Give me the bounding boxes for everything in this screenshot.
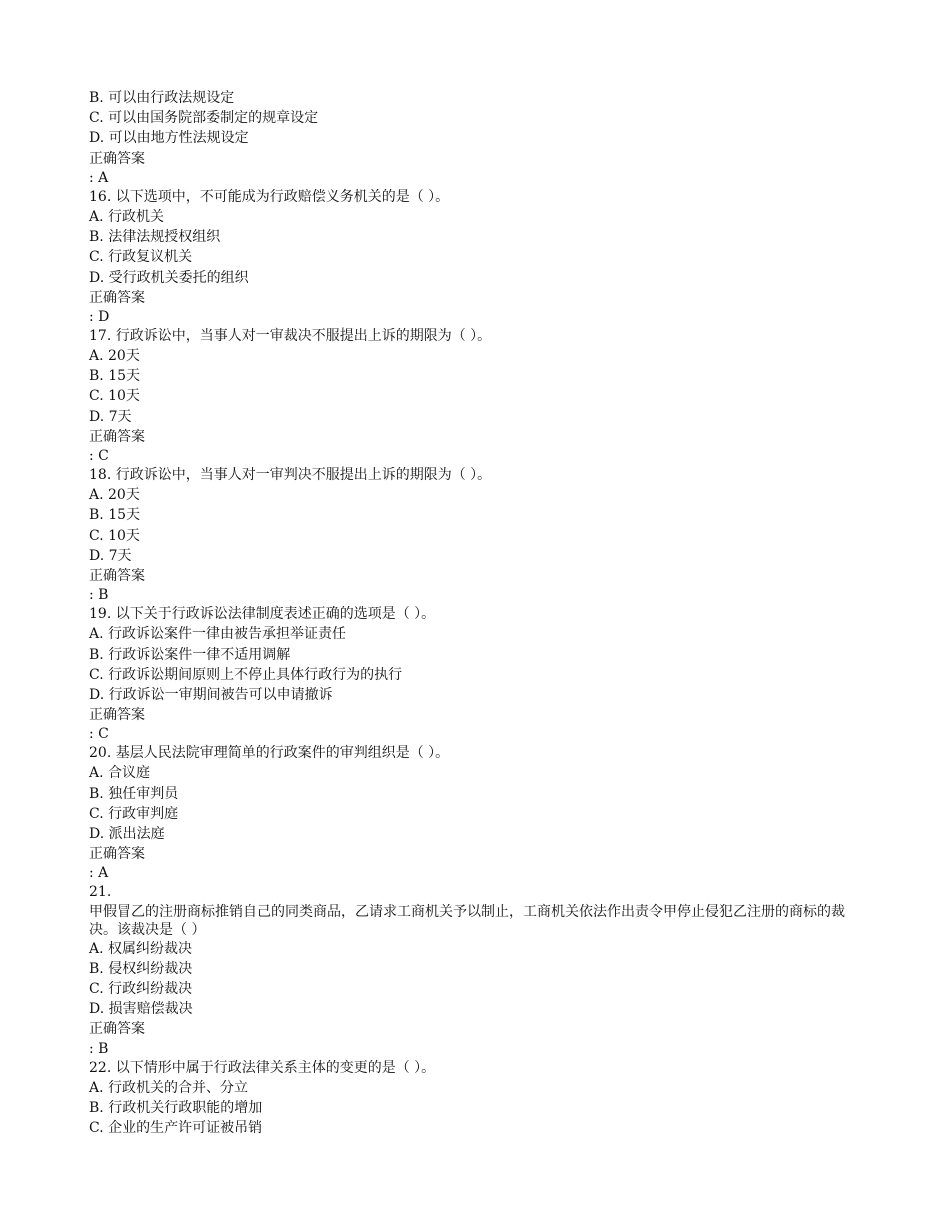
option-line: B. 可以由行政法规设定 (89, 90, 235, 106)
question-number-line: 21. (89, 884, 112, 901)
answer-label-line: 正确答案 (89, 846, 145, 863)
option-line: A. 20天 (89, 487, 140, 504)
option-line: A. 20天 (89, 348, 140, 365)
answer-value-line: : B (89, 1040, 109, 1057)
option-line: D. 损害赔偿裁决 (89, 1001, 193, 1018)
option-line: D. 7天 (89, 547, 132, 564)
answer-value-line: : C (89, 448, 109, 464)
option-line: C. 10天 (89, 527, 140, 544)
option-line: D. 受行政机关委托的组织 (89, 269, 249, 286)
answer-value-line: : D (89, 308, 110, 325)
answer-label-line: 正确答案 (89, 428, 145, 445)
answer-label-line: 正确答案 (89, 289, 145, 306)
option-line: D. 7天 (89, 408, 132, 425)
option-line: C. 行政诉讼期间原则上不停止具体行政行为的执行 (89, 666, 403, 683)
option-line: A. 行政诉讼案件一律由被告承担举证责任 (89, 626, 347, 643)
option-line: A. 权属纠纷裁决 (89, 940, 193, 957)
answer-label-line: 正确答案 (89, 567, 145, 584)
option-line: C. 10天 (89, 388, 140, 405)
answer-value-line: : B (89, 587, 109, 604)
option-line: C. 行政审判庭 (89, 805, 179, 822)
option-line: B. 法律法规授权组织 (89, 229, 221, 246)
option-line: B. 行政诉讼案件一律不适用调解 (89, 646, 291, 663)
option-line: D. 可以由地方性法规设定 (89, 130, 249, 147)
answer-value-line: : A (89, 169, 109, 186)
option-line: A. 行政机关的合并、分立 (89, 1079, 249, 1096)
answer-label-line: 正确答案 (89, 150, 145, 167)
answer-value-line: : C (89, 726, 109, 743)
answer-value-line: : A (89, 865, 109, 882)
option-line: C. 行政复议机关 (89, 249, 193, 266)
option-line: D. 行政诉讼一审期间被告可以申请撤诉 (89, 686, 333, 703)
question-line: 17. 行政诉讼中，当事人对一审裁决不服提出上诉的期限为（ ）。 (89, 327, 492, 344)
question-line: 19. 以下关于行政诉讼法律制度表述正确的选项是（ ）。 (89, 606, 436, 623)
option-line: B. 15天 (89, 368, 141, 385)
document-body (89, 88, 864, 1138)
option-line: B. 侵权纠纷裁决 (89, 960, 193, 977)
question-line: 22. 以下情形中属于行政法律关系主体的变更的是（ ）。 (89, 1059, 436, 1076)
answer-label-line: 正确答案 (89, 707, 145, 724)
option-line: B. 独任审判员 (89, 785, 179, 802)
option-line: A. 合议庭 (89, 765, 151, 782)
answer-label-line: 正确答案 (89, 1021, 145, 1038)
option-line: C. 行政纠纷裁决 (89, 980, 193, 997)
option-line: B. 15天 (89, 507, 141, 524)
option-line: D. 派出法庭 (89, 826, 165, 842)
option-line: B. 行政机关行政职能的增加 (89, 1099, 263, 1116)
question-stem: 甲假冒乙的注册商标推销自己的同类商品，乙请求工商机关予以制止，工商机关依法作出责令甲停止侵犯乙注册的商标的裁决。该裁决是（ ） (89, 903, 845, 938)
question-line: 18. 行政诉讼中，当事人对一审判决不服提出上诉的期限为（ ）。 (89, 467, 492, 483)
option-line: C. 企业的生产许可证被吊销 (89, 1120, 263, 1137)
option-line: C. 可以由国务院部委制定的规章设定 (89, 110, 319, 127)
question-line: 16. 以下选项中，不可能成为行政赔偿义务机关的是（ ）。 (89, 188, 450, 205)
option-line: A. 行政机关 (89, 208, 165, 225)
question-line: 20. 基层人民法院审理简单的行政案件的审判组织是（ ）。 (89, 745, 450, 762)
